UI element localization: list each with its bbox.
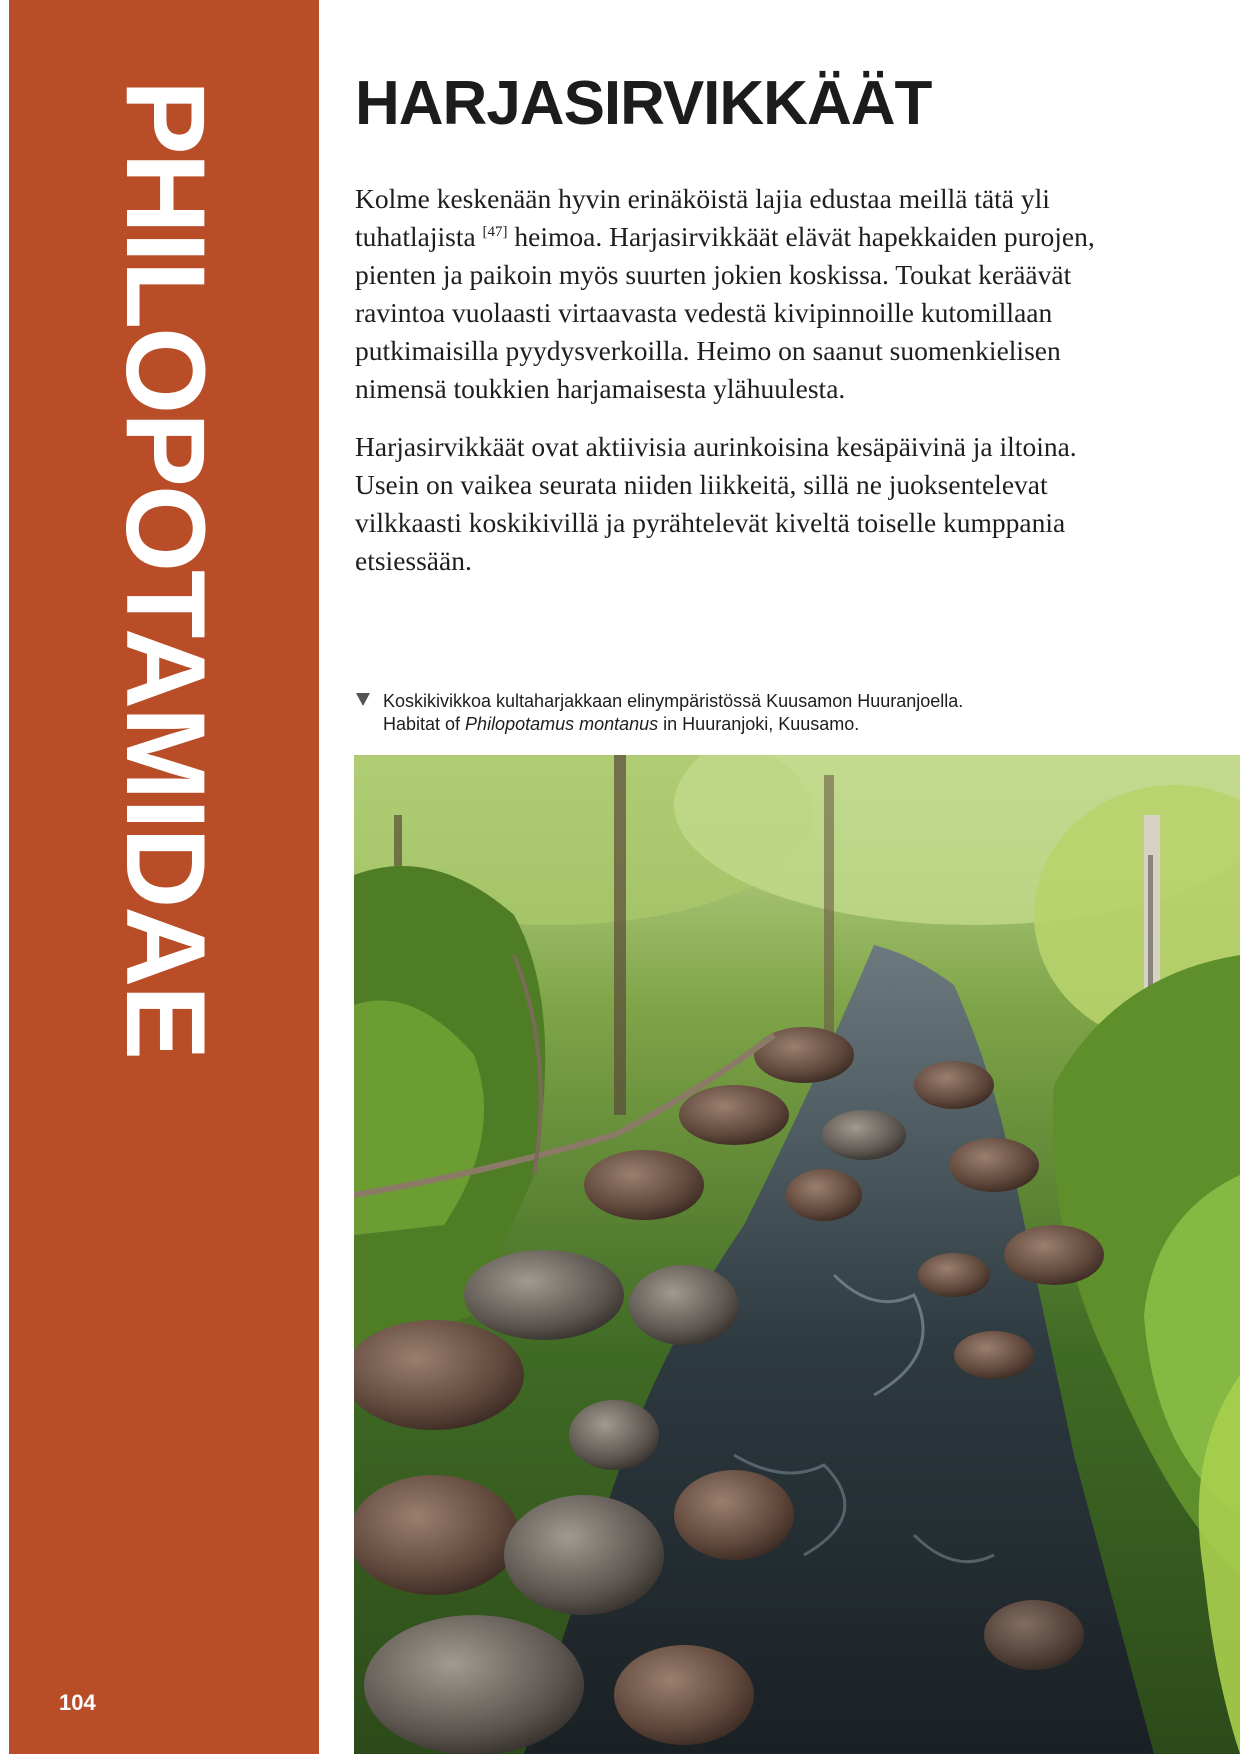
text-line: nimensä toukkien harjamaisesta ylähuulesta. — [355, 373, 846, 404]
text-line: etsiessään. — [355, 545, 472, 576]
caption-arrow-icon — [356, 693, 370, 706]
text-line: Usein on vaikea seurata niiden liikkeitä, sillä ne juoksentelevat — [355, 469, 1048, 500]
caption-finnish: Koskikivikkoa kultaharjakkaan elinympäristössä Kuusamon Huuranjoella. — [383, 691, 964, 711]
text-line: pienten ja paikoin myös suurten jokien koskissa. Toukat keräävät — [355, 259, 1072, 290]
body-text — [355, 180, 1145, 600]
caption-segment: in Huuranjoki, Kuusamo. — [658, 714, 860, 734]
paragraph-behaviour — [355, 428, 1145, 580]
page-title: HARJASIRVIKKÄÄT — [355, 69, 932, 138]
caption-segment: Habitat of — [383, 714, 466, 734]
text-line: Kolme keskenään hyvin erinäköistä lajia edustaa meillä tätä yli — [355, 183, 1050, 214]
text-line: vilkkaasti koskikivillä ja pyrähtelevät kiveltä toiselle kumppania — [355, 507, 1066, 538]
stream-habitat-photo — [354, 755, 1240, 1754]
photo-caption — [356, 690, 1156, 736]
text-segment: heimoa. Harjasirvikkäät elävät hapekkaiden purojen, — [507, 221, 1095, 252]
chapter-sidebar — [9, 0, 319, 1754]
reference-marker: [47] — [482, 224, 508, 240]
caption-english — [383, 713, 1156, 736]
text-line: ravintoa vuolaasti virtaavasta vedestä kivipinnoille kutomillaan — [355, 297, 1053, 328]
text-line: Harjasirvikkäät ovat aktiivisia aurinkoisina kesäpäivinä ja iltoina. — [355, 431, 1077, 462]
page-number: 104 — [59, 1690, 96, 1715]
family-name-vertical: PHILOPOTAMIDAE — [103, 80, 228, 1058]
species-name: Philopotamus montanus — [465, 714, 659, 734]
text-line — [355, 218, 1145, 256]
paragraph-intro — [355, 180, 1145, 408]
text-line: putkimaisilla pyydysverkoilla. Heimo on saanut suomenkielisen — [355, 335, 1061, 366]
text-segment: tuhatlajista — [355, 221, 483, 252]
